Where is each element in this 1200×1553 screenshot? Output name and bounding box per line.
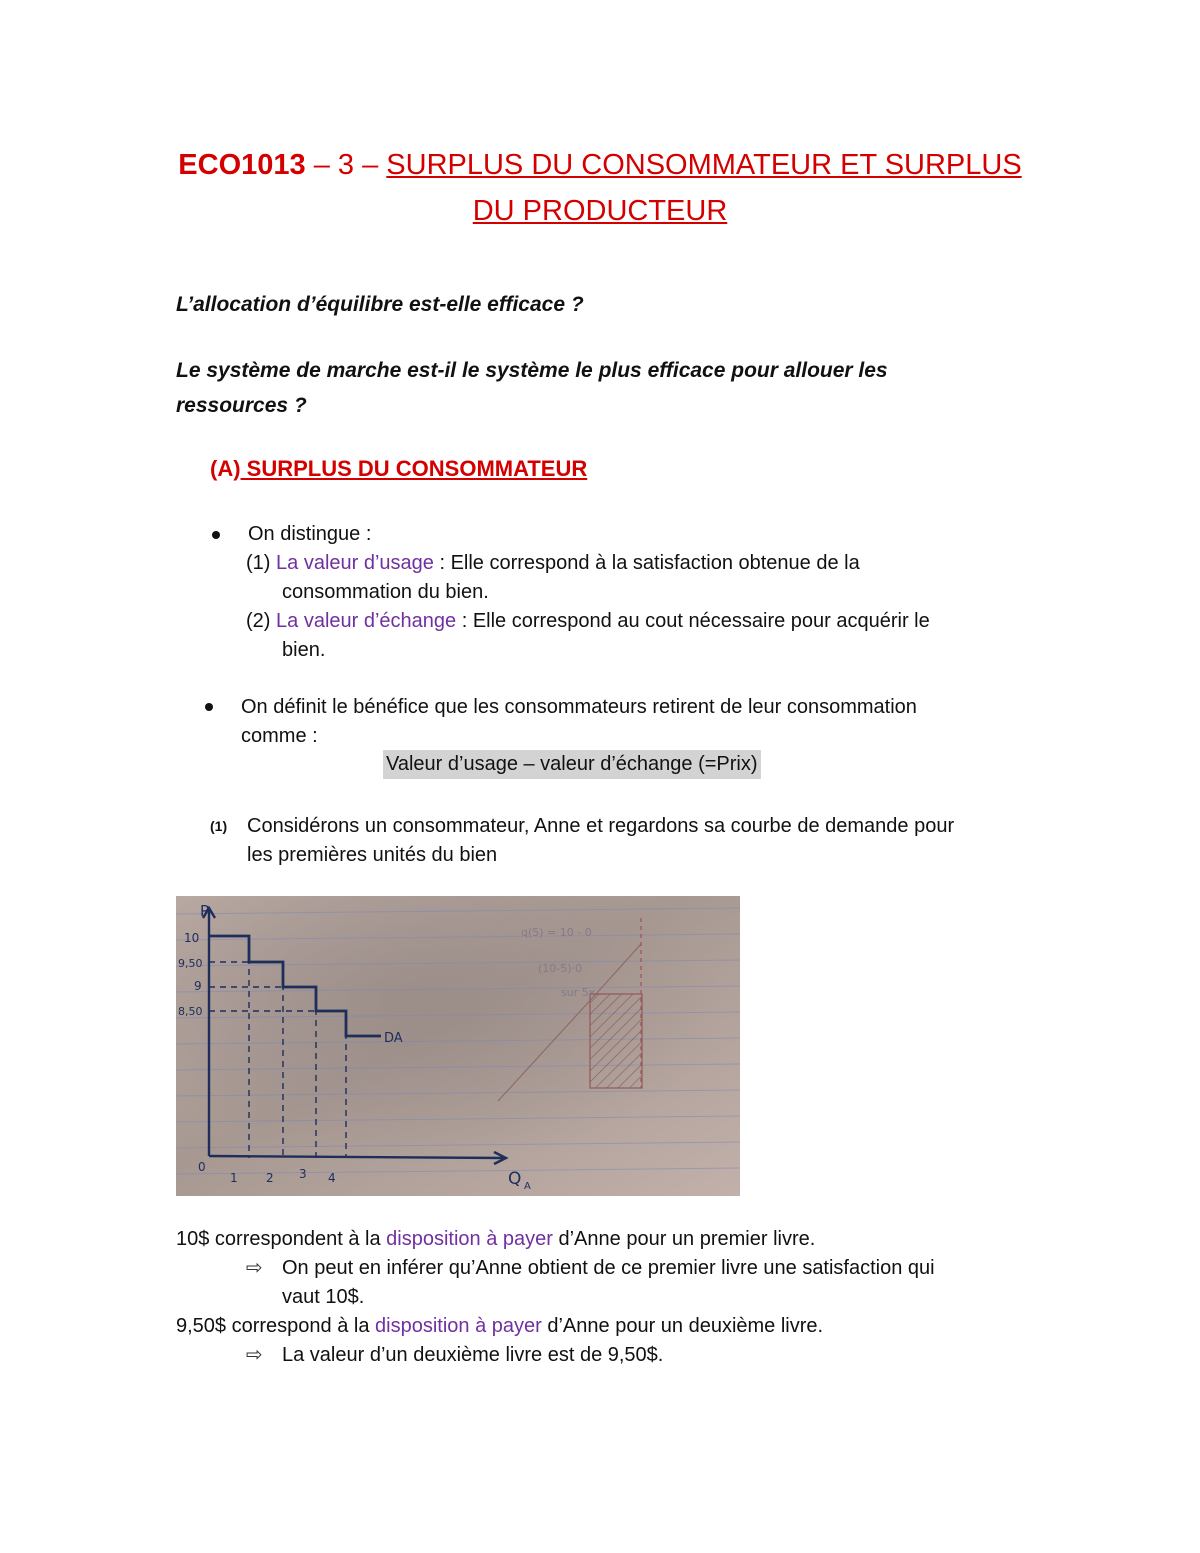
- list-item-1-continued: consommation du bien.: [282, 581, 489, 603]
- x-tick-4: 4: [328, 1171, 336, 1185]
- title-separator: – 3 –: [305, 149, 387, 181]
- y-axis-label: P: [200, 902, 210, 920]
- svg-text:sur 5x: sur 5x: [561, 986, 596, 999]
- x-tick-2: 2: [266, 1171, 274, 1185]
- inference-1-line-2: vaut 10$.: [282, 1286, 365, 1308]
- y-tick-9-50: 9,50: [178, 957, 203, 970]
- term-valeur-echange: La valeur d’échange: [276, 610, 457, 632]
- term-disposition-a-payer: disposition à payer: [375, 1315, 542, 1337]
- formula-highlight: Valeur d’usage – valeur d’échange (=Prix): [383, 750, 761, 779]
- list-item-2-rest: : Elle correspond au cout nécessaire pour acquérir le: [456, 610, 930, 632]
- paragraph-1: [176, 1225, 815, 1254]
- section-a-heading: [210, 456, 587, 482]
- list-item-1-rest: : Elle correspond à la satisfaction obtenue de la: [433, 552, 860, 574]
- term-disposition-a-payer: disposition à payer: [386, 1228, 553, 1250]
- question-2: Le système de marche est-il le système le plus efficace pour allouer les: [176, 359, 888, 382]
- bullet-2-line-2: comme :: [241, 725, 318, 747]
- numbered-item-line-2: les premières unités du bien: [247, 844, 498, 866]
- paragraph-2-post: d’Anne pour un deuxième livre.: [541, 1315, 824, 1337]
- numbered-item-number: (1): [210, 818, 228, 834]
- demand-curve-photo: [176, 896, 740, 1196]
- y-tick-9: 9: [194, 979, 202, 993]
- bullet-1-text: On distingue :: [248, 523, 372, 545]
- section-a-title: SURPLUS DU CONSOMMATEUR: [240, 456, 588, 481]
- inference-1-line-1: On peut en inférer qu’Anne obtient de ce premier livre une satisfaction qui: [282, 1257, 935, 1279]
- x-tick-0: 0: [198, 1160, 206, 1174]
- numbered-item-line-1: Considérons un consommateur, Anne et regardons sa courbe de demande pour: [247, 815, 955, 837]
- paragraph-2-pre: 9,50$ correspond à la: [176, 1315, 376, 1337]
- list-item-2-continued: bien.: [282, 639, 326, 661]
- arrow-right-icon: ⇨: [246, 1344, 263, 1366]
- page-title: [0, 141, 1200, 189]
- title-line-2: DU PRODUCTEUR: [472, 195, 728, 227]
- list-item-2-number: (2): [246, 610, 271, 632]
- title-line-1: SURPLUS DU CONSOMMATEUR ET SURPLUS: [386, 149, 1022, 181]
- paragraph-2: [176, 1312, 823, 1341]
- question-2-continued: ressources ?: [176, 394, 307, 417]
- term-valeur-usage: La valeur d’usage: [276, 552, 434, 574]
- question-1: L’allocation d’équilibre est-elle efficace ?: [176, 293, 584, 316]
- paragraph-1-pre: 10$ correspondent à la: [176, 1228, 387, 1250]
- bullet-icon: [205, 703, 213, 711]
- list-item-1: [246, 549, 860, 578]
- x-axis-subscript: A: [524, 1181, 531, 1192]
- y-tick-10: 10: [184, 931, 200, 945]
- svg-text:q(5) = 10 - 0: q(5) = 10 - 0: [521, 926, 592, 939]
- bullet-icon: [212, 531, 220, 539]
- section-a-label: (A): [210, 456, 241, 481]
- page-title-continued: [0, 187, 1200, 235]
- course-code: ECO1013: [178, 149, 306, 181]
- x-tick-1: 1: [230, 1171, 238, 1185]
- bullet-2-line-1: On définit le bénéfice que les consommateurs retirent de leur consommation: [241, 696, 917, 718]
- x-tick-3: 3: [299, 1167, 307, 1181]
- svg-text:(10-5)·0: (10-5)·0: [538, 962, 583, 975]
- paragraph-1-post: d’Anne pour un premier livre.: [552, 1228, 816, 1250]
- list-item-2: [246, 607, 930, 636]
- demand-curve-label: DA: [384, 1031, 403, 1046]
- arrow-right-icon: ⇨: [246, 1257, 263, 1279]
- y-tick-8-50: 8,50: [178, 1005, 203, 1018]
- inference-2-line-1: La valeur d’un deuxième livre est de 9,50$.: [282, 1344, 664, 1366]
- list-item-1-number: (1): [246, 552, 271, 574]
- x-axis-label: Q: [508, 1169, 522, 1189]
